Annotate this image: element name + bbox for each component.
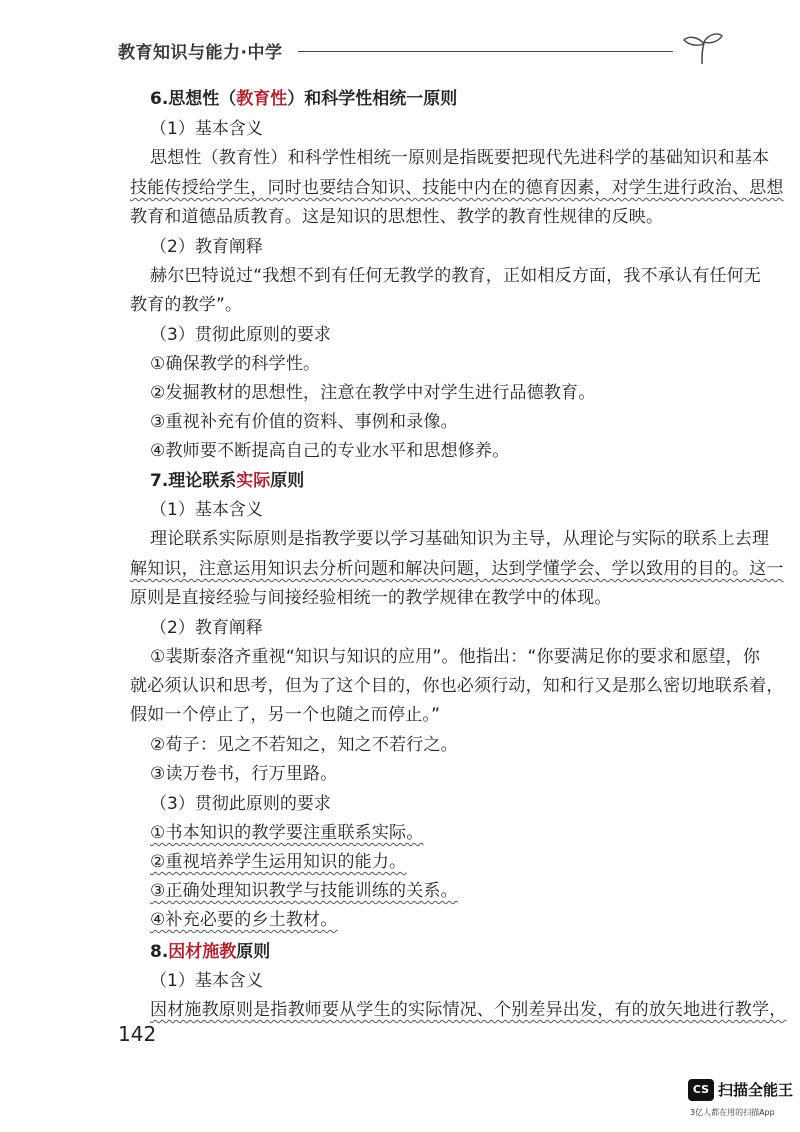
subheading-explain: （2）教育阐释 [150,618,263,638]
paragraph-line: 因材施教原则是指教师要从学生的实际情况、个别差异出发，有的放矢地进行教学， [150,1000,787,1020]
paragraph-line: 原则是直接经验与间接经验相统一的教学规律在教学中的体现。 [130,588,612,608]
paragraph-line: 解知识，注意运用知识去分析问题和解决问题，达到学懂学会、学以致用的目的。这一 [130,559,784,579]
list-item: ④补充必要的乡土教材。 [150,910,338,930]
list-item: ①确保教学的科学性。 [150,354,321,374]
list-item: ①书本知识的教学要注重联系实际。 [150,823,424,843]
paragraph-line: ③读万卷书，行万里路。 [150,764,338,784]
list-item: ④教师要不断提高自己的专业水平和思想修养。 [150,441,510,461]
book-title: 教育知识与能力·中学 [118,43,283,63]
list-item: ②发掘教材的思想性，注意在教学中对学生进行品德教育。 [150,383,596,403]
scanner-watermark [688,1077,798,1127]
paragraph-line: 思想性（教育性）和科学性相统一原则是指既要把现代先进科学的基础知识和基本 [150,148,770,168]
subheading-requirements: （3）贯彻此原则的要求 [150,325,331,345]
list-item: ③正确处理知识教学与技能训练的关系。 [150,881,458,901]
paragraph-line: 理论联系实际原则是指教学要以学习基础知识为主导，从理论与实际的联系上去理 [150,529,770,549]
paragraph-line: 假如一个停止了，另一个也随之而停止。” [130,705,441,725]
section-heading-8: 8.因材施教原则 [150,942,271,962]
paragraph-line: 教育和道德品质教育。这是知识的思想性、教学的教育性规律的反映。 [130,207,664,227]
paragraph-line: 赫尔巴特说过“我想不到有任何无教学的教育，正如相反方面，我不承认有任何无 [150,266,762,286]
list-item: ③重视补充有价值的资料、事例和录像。 [150,412,458,432]
watermark-tagline: 3亿人都在用的扫描App [690,1108,775,1117]
page-number: 142 [118,1022,157,1046]
section-heading-6: 6.思想性（教育性）和科学性相统一原则 [150,89,458,109]
list-item: ②重视培养学生运用知识的能力。 [150,852,407,872]
camscanner-icon: CS [688,1079,714,1101]
paragraph-line: 就必须认识和思考，但为了这个目的，你也必须行动，知和行又是那么密切地联系着， [130,676,784,696]
running-header [118,34,743,74]
paragraph-line: 技能传授给学生，同时也要结合知识、技能中内在的德育因素，对学生进行政治、思想 [130,178,784,198]
header-rule [298,51,673,52]
paragraph-line: ②荀子：见之不若知之，知之不若行之。 [150,735,458,755]
watermark-name: 扫描全能王 [718,1081,794,1099]
paragraph-line: ①裴斯泰洛齐重视“知识与知识的应用”。他指出：“你要满足你的要求和愿望，你 [150,647,761,667]
section-heading-7: 7.理论联系实际原则 [150,471,305,491]
paragraph-line: 教育的教学”。 [130,295,243,315]
subheading-meaning: （1）基本含义 [150,119,263,139]
subheading-meaning: （1）基本含义 [150,500,263,520]
subheading-explain: （2）教育阐释 [150,237,263,257]
sprout-icon [678,30,726,66]
subheading-requirements: （3）贯彻此原则的要求 [150,794,331,814]
subheading-meaning: （1）基本含义 [150,971,263,991]
